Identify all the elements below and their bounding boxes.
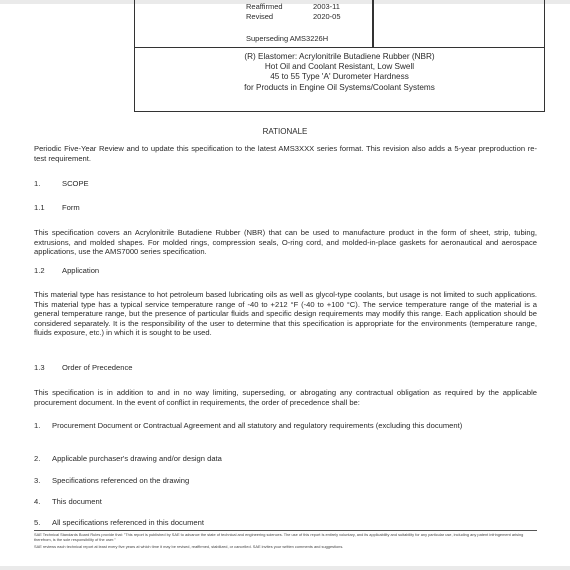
superseding-text: Superseding AMS3226H [246,34,329,43]
section-title: Order of Precedence [62,363,133,372]
section-application-heading [34,266,99,275]
section-scope-heading [34,179,89,188]
application-paragraph: This material type has resistance to hot petroleum based lubricating oils as well as glycol-type coolants, but usage is not limited to such applications. This material type has a typical service temperature range of -40 to +212 °F (-40 to +100 °C). The service temperature range of the material is a general temperature range, but the presence of particular fluids and specific design requirements may modify this range. Each application should be considered separately. It is the responsibility of the user to determine that this specification is appropriate for the environments (temperature range, fluids exposure, etc.) in which it is sought to be used. [34,290,537,338]
list-item [34,421,537,431]
section-order-heading [34,363,133,372]
list-item [34,497,537,507]
footer-notice: SAE reviews each technical report at least every five years at which time it may be revised, reaffirmed, stabilized, or cancelled. SAE invites your written comments and suggestions. [34,544,344,549]
title-line: 45 to 55 Type 'A' Durometer Hardness [270,72,409,82]
list-text: Procurement Document or Contractual Agreement and all statutory and regulatory requirements (excluding this document) [52,421,463,430]
section-number: 1. [34,179,41,188]
title-line: (R) Elastomer: Acrylonitrile Butadiene Rubber (NBR) [244,52,435,61]
section-form-heading [34,203,80,212]
section-number: 1.3 [34,363,45,372]
order-paragraph: This specification is in addition to and in no way limiting, superseding, or abrogating any contractual obligation as required by the applicable procurement document. In the event of conflict in requirements, the order of precedence shall be: [34,388,537,407]
header-divider [372,0,374,47]
rationale-heading: RATIONALE [262,127,308,136]
list-number: 2. [34,454,41,463]
revised-label: Revised [246,12,274,21]
revision-info [246,2,341,44]
reaffirmed-value: 2003-11 [313,2,340,11]
list-item [34,476,537,486]
title-line: for Products in Engine Oil Systems/Coolant Systems [244,82,435,92]
form-paragraph: This specification covers an Acrylonitrile Butadiene Rubber (NBR) that can be used to manufacture product in the form of sheet, strip, tubing, extrusions, and molded shapes. For molded rings, compression seals, O-ring cord, and molded-in-place gaskets for aeronautical and aerospace applications, use the AMS7000 series specification. [34,228,537,257]
section-title: SCOPE [62,179,89,188]
list-text: This document [52,497,102,506]
list-text: All specifications referenced in this document [52,518,204,527]
section-number: 1.1 [34,203,45,212]
rationale-paragraph: Periodic Five-Year Review and to update this specification to the latest AMS3XXX series format. This revision also adds a 5-year preproduction re-test requirement. [34,144,537,163]
list-number: 3. [34,476,41,485]
reaffirmed-label: Reaffirmed [246,2,283,11]
revised-row [246,12,341,22]
title-line: Hot Oil and Coolant Resistant, Low Swell [264,62,415,72]
section-title: Form [62,203,80,212]
footer-notice: SAE Technical Standards Board Rules provide that: "This report is published by SAE to advance the state of technical and engineering sciences. The use of this report is entirely voluntary, and its applicability and suitability for any particular use, including any patent infringement arising therefrom, is the sole responsibility of the user." [34,532,524,542]
list-number: 1. [34,421,41,430]
list-text: Specifications referenced on the drawing [52,476,190,485]
footer-divider [34,530,537,531]
document-title-box [134,47,545,112]
section-title: Application [62,266,100,275]
bottom-edge [0,566,570,570]
section-number: 1.2 [34,266,45,275]
reaffirmed-row [246,2,341,12]
list-item [34,518,537,528]
revised-value: 2020-05 [313,12,341,21]
list-number: 4. [34,497,41,506]
list-item [34,454,537,464]
list-number: 5. [34,518,41,527]
list-text: Applicable purchaser's drawing and/or design data [52,454,222,463]
